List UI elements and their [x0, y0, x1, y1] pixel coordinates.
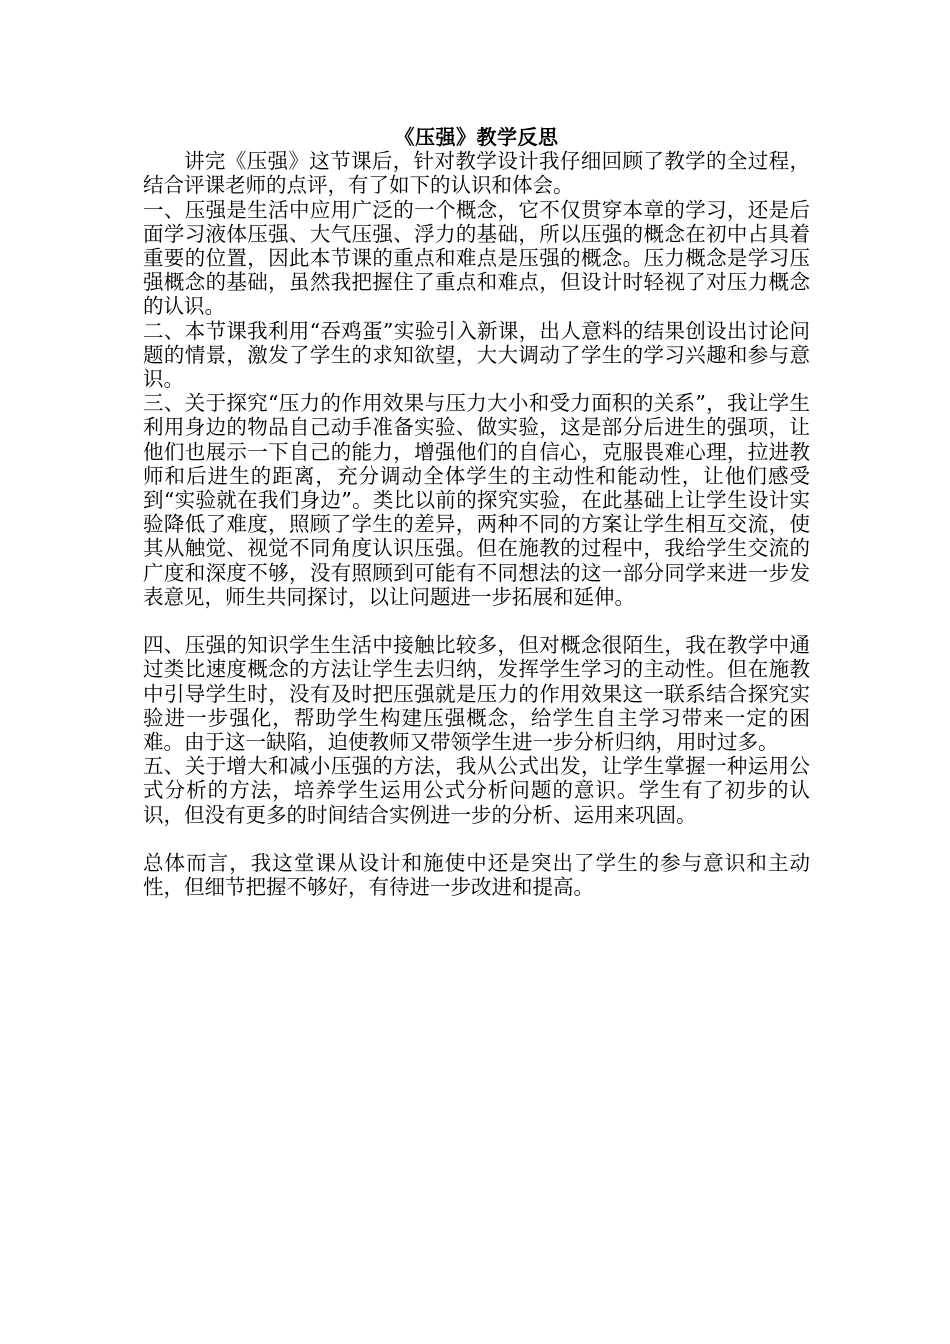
- blank-line: [143, 609, 810, 633]
- point-2-paragraph: 二、本节课我利用“吞鸡蛋”实验引入新课，出人意料的结果创设出讨论问题的情景，激发了学生的求知欲望，大大调动了学生的学习兴趣和参与意识。: [143, 318, 810, 392]
- document-body: [143, 125, 810, 899]
- point-4-paragraph: 四、压强的知识学生生活中接触比较多，但对概念很陌生，我在教学中通过类比速度概念的方法让学生去归纳，发挥学生学习的主动性。但在施教中引导学生时，没有及时把压强就是压力的作用效果这一联系结合探究实验进一步强化，帮助学生构建压强概念，给学生自主学习带来一定的困难。由于这一缺陷，迫使教师又带领学生进一步分析归纳，用时过多。: [143, 633, 810, 755]
- point-3-paragraph: 三、关于探究“压力的作用效果与压力大小和受力面积的关系”，我让学生利用身边的物品自己动手准备实验、做实验，这是部分后进生的强项，让他们也展示一下自己的能力，增强他们的自信心，克服畏难心理，拉进教师和后进生的距离，充分调动全体学生的主动性和能动性，让他们感受到“实验就在我们身边”。类比以前的探究实验，在此基础上让学生设计实验降低了难度，照顾了学生的差异，两种不同的方案让学生相互交流，使其从触觉、视觉不同角度认识压强。但在施教的过程中，我给学生交流的广度和深度不够，没有照顾到可能有不同想法的这一部分同学来进一步发表意见，师生共同探讨，以让问题进一步拓展和延伸。: [143, 391, 810, 609]
- point-1-paragraph: 一、压强是生活中应用广泛的一个概念，它不仅贯穿本章的学习，还是后面学习液体压强、大气压强、浮力的基础，所以压强的概念在初中占具着重要的位置，因此本节课的重点和难点是压强的概念。压力概念是学习压强概念的基础，虽然我把握住了重点和难点，但设计时轻视了对压力概念的认识。: [143, 197, 810, 319]
- intro-paragraph: 讲完《压强》这节课后，针对教学设计我仔细回顾了教学的全过程，结合评课老师的点评，有了如下的认识和体会。: [143, 149, 810, 198]
- conclusion-paragraph: 总体而言，我这堂课从设计和施使中还是突出了学生的参与意识和主动性，但细节把握不够好，有待进一步改进和提高。: [143, 851, 810, 900]
- point-5-paragraph: 五、关于增大和减小压强的方法，我从公式出发，让学生掌握一种运用公式分析的方法，培养学生运用公式分析问题的意识。学生有了初步的认识，但没有更多的时间结合实例进一步的分析、运用来巩固。: [143, 754, 810, 827]
- document-title: 《压强》教学反思: [394, 125, 559, 149]
- blank-line: [143, 827, 810, 851]
